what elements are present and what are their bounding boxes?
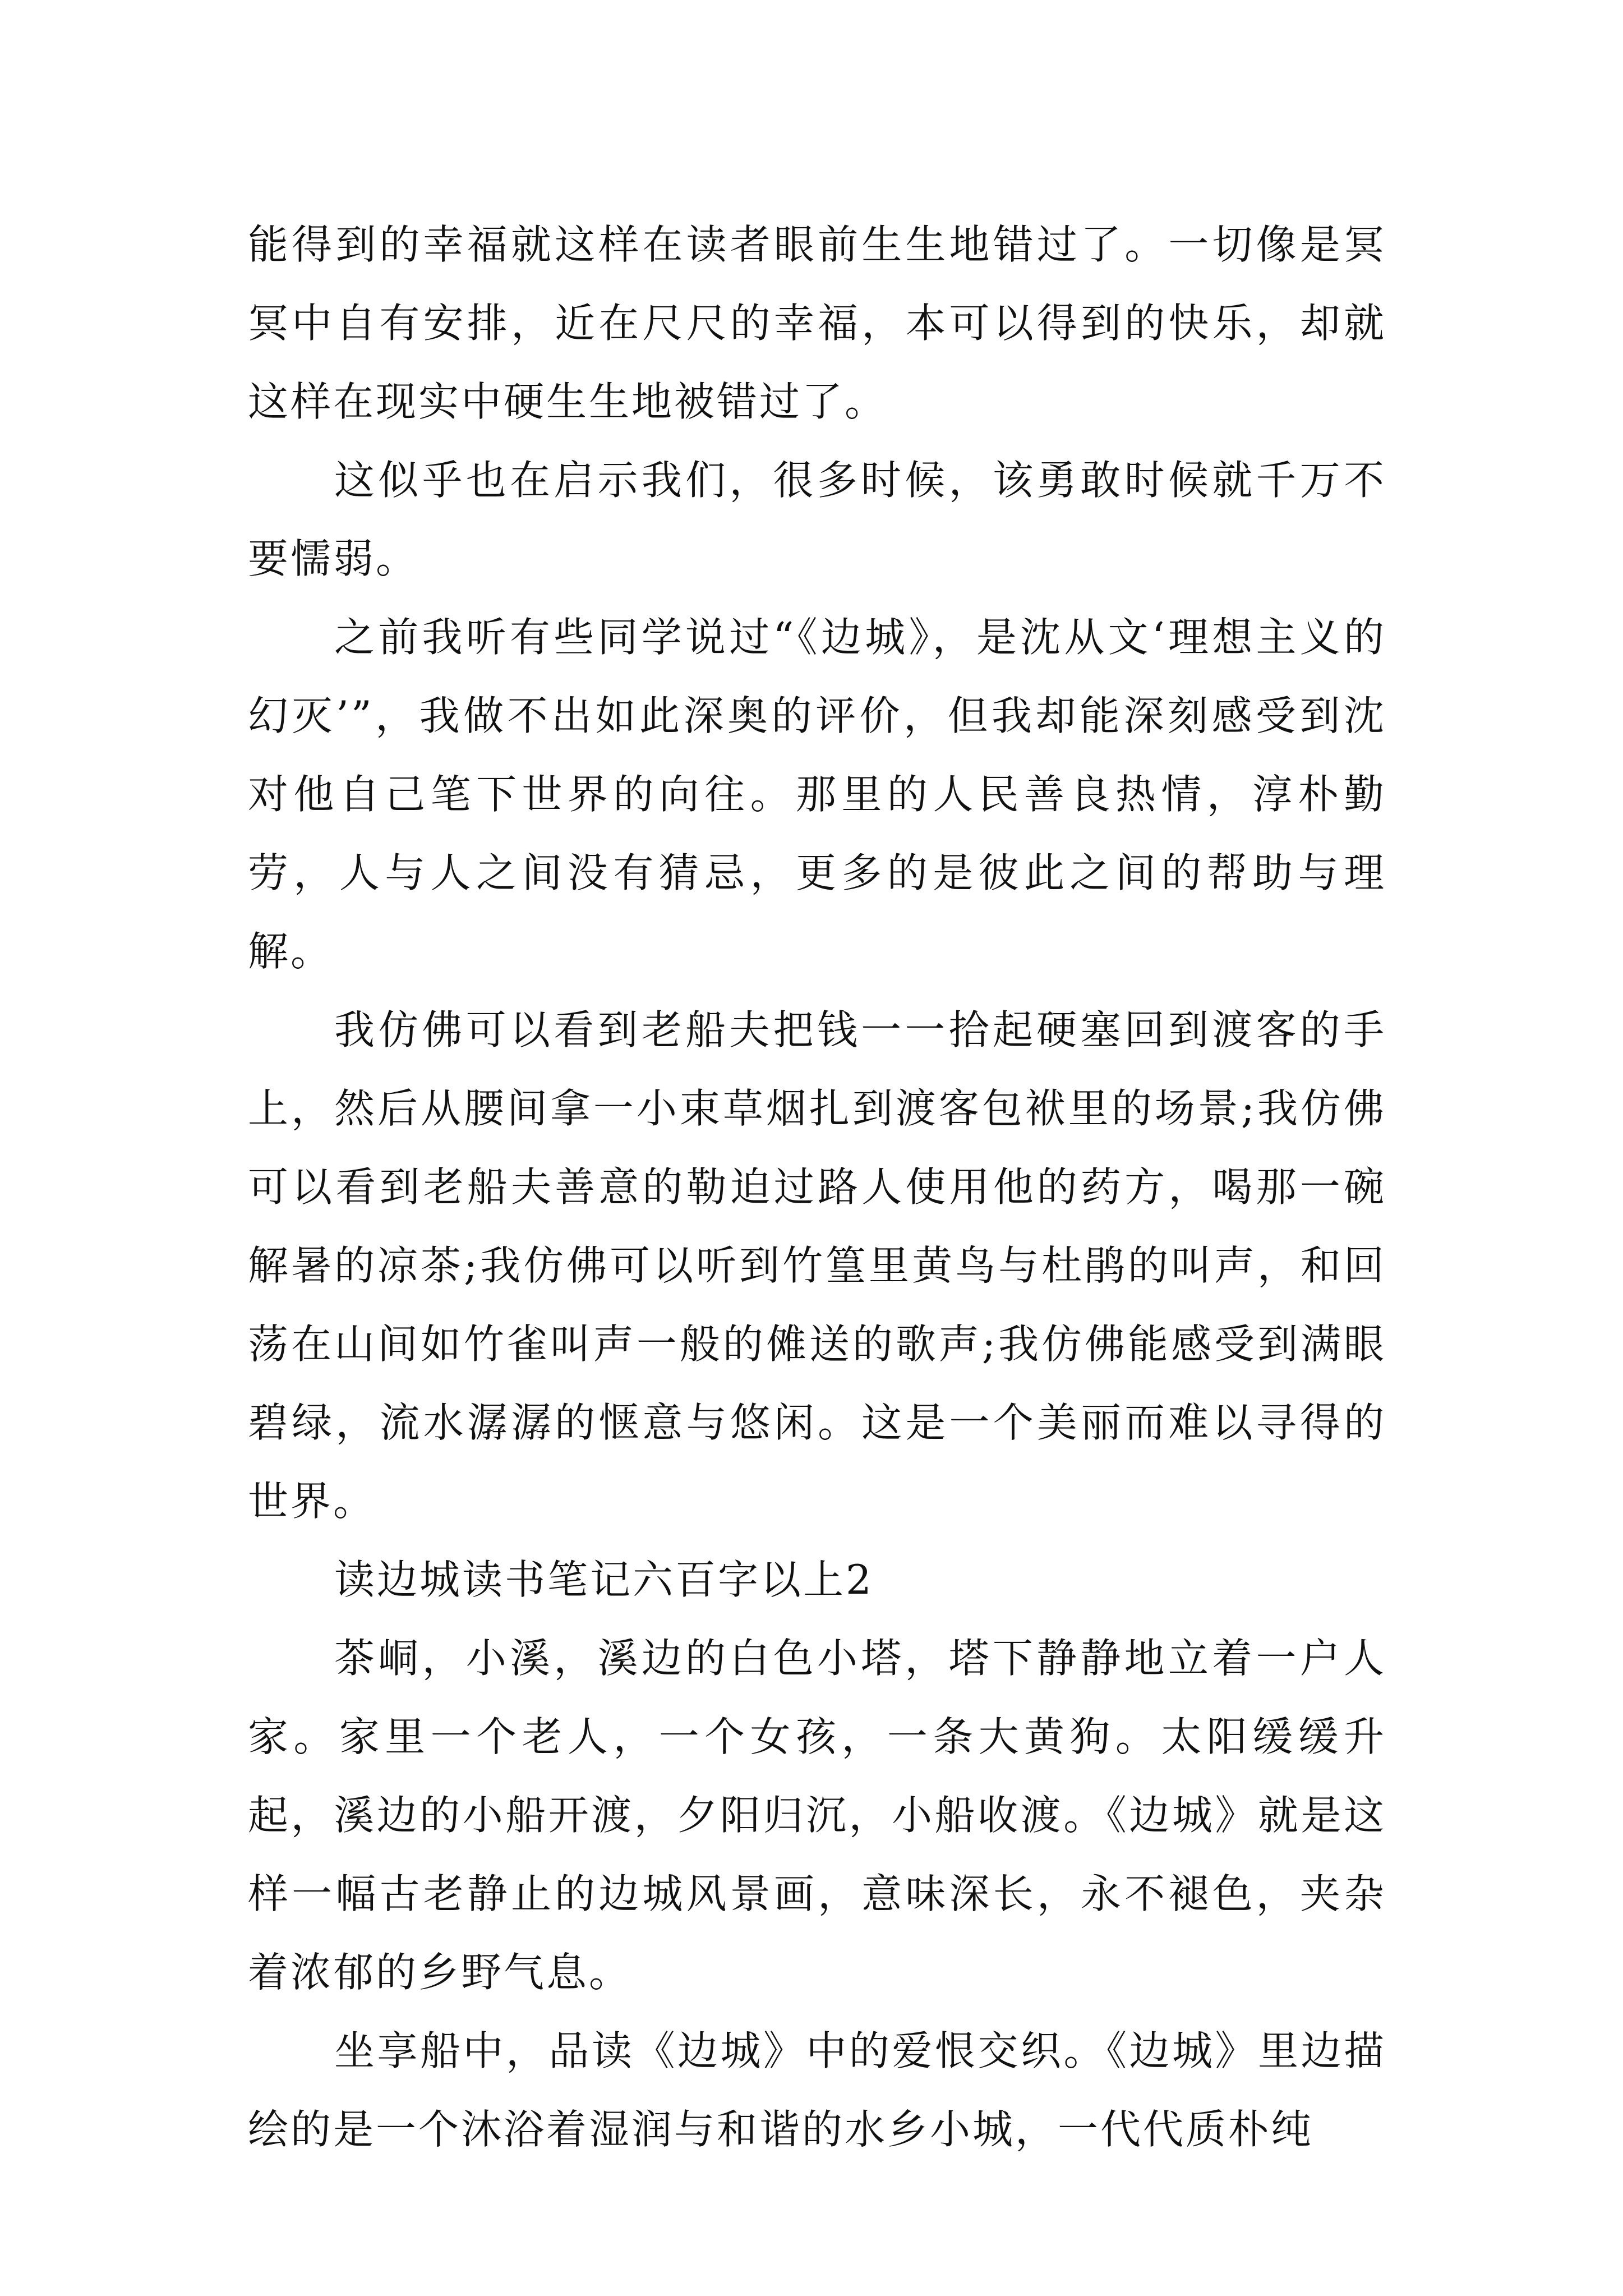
paragraph-courage: 这似乎也在启示我们，很多时候，该勇敢时候就千万不要懦弱。 [248,457,1386,582]
document-body [248,205,1386,2169]
paragraph-boat: 坐享船中，品读《边城》中的爱恨交织。《边城》里边描绘的是一个沐浴着湿润与和谐的水乡小城，一代代质朴纯 [248,2027,1386,2153]
section-heading: 读边城读书笔记六百字以上2 [334,1556,874,1603]
paragraph-chadong: 茶峒，小溪，溪边的白色小塔，塔下静静地立着一户人家。家里一个老人，一个女孩，一条大黄狗。太阳缓缓升起，溪边的小船开渡，夕阳归沉，小船收渡。《边城》就是这样一幅古老静止的边城风景画，意味深长，永不褪色，夹杂着浓郁的乡野气息。 [248,1635,1386,1996]
paragraph-ideal-world: 之前我听有些同学说过“《边城》，是沈从文‘理想主义的幻灭’”，我做不出如此深奥的评价，但我却能深刻感受到沈对他自己笔下世界的向往。那里的人民善良热情，淳朴勤劳，人与人之间没有猜忌，更多的是彼此之间的帮助与理解。 [248,614,1386,975]
paragraph-continuation: 能得到的幸福就这样在读者眼前生生地错过了。一切像是冥冥中自有安排，近在尺尺的幸福，本可以得到的快乐，却就这样在现实中硬生生地被错过了。 [248,221,1386,425]
paragraph-imagery: 我仿佛可以看到老船夫把钱一一拾起硬塞回到渡客的手上，然后从腰间拿一小束草烟扎到渡客包袱里的场景;我仿佛可以看到老船夫善意的勒迫过路人使用他的药方，喝那一碗解暑的凉茶;我仿佛可以听到竹篁里黄鸟与杜鹃的叫声，和回荡在山间如竹雀叫声一般的傩送的歌声;我仿佛能感受到满眼碧绿，流水潺潺的惬意与悠闲。这是一个美丽而难以寻得的世界。 [248,1006,1386,1525]
